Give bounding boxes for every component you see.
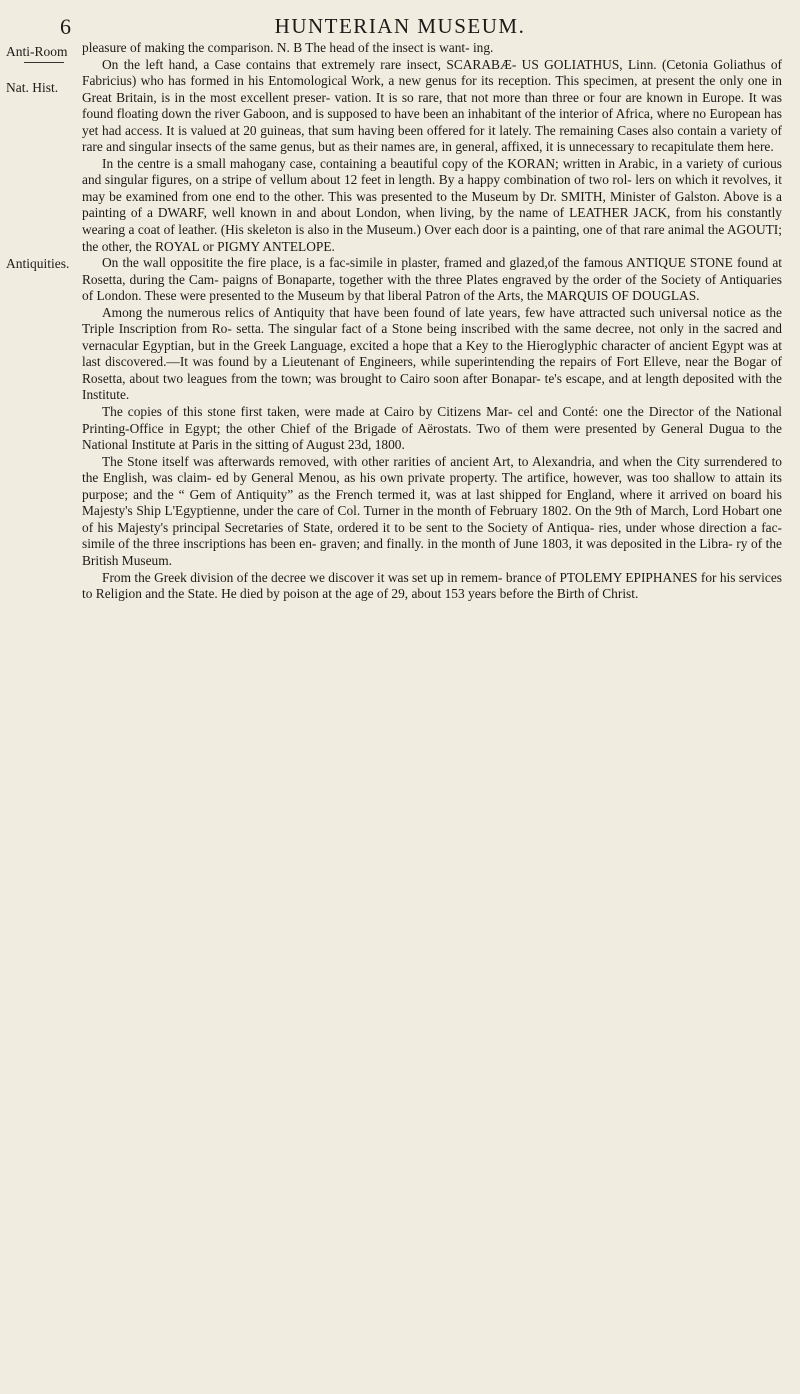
paragraph-koran: In the centre is a small mahogany case, containing a beautiful copy of the KORAN; written in Arabic, in a variety of curious and singular figures, on a stripe of vellum about 12 feet in length. By a happy combination of two rol- lers on which it revolves, it may be examined from one end to the other. This was presented to the Museum by Dr. SMITH, Minister of Galston. Above is a painting of a DWARF, well known in and about London, when living, by the name of LEATHER JACK, from his constantly wearing a coat of leather. (His skeleton is also in the Museum.) Over each door is a painting, one of that rare animal the AGOUTI; the other, the ROYAL or PIGMY ANTELOPE. xyxy=(82,155,782,254)
page-number: 6 xyxy=(60,14,71,39)
margin-note-anti-room: Anti-Room xyxy=(6,44,68,59)
margin-note-nat-hist: Nat. Hist. xyxy=(6,80,59,95)
paragraph-rosetta-facsimile: On the wall oppositite the fire place, is a fac-simile in plaster, framed and glazed,of the famous ANTIQUE STONE found at Rosetta, during the Cam- paigns of Bonaparte, together with the three Plates engraved by the order of the Society of Antiquaries of London. These were presented to the Museum by that liberal Patron of the Arts, the MARQUIS OF DOUGLAS. xyxy=(82,255,782,304)
running-title: HUNTERIAN MUSEUM. xyxy=(274,14,526,38)
paragraph-greek-division: From the Greek division of the decree we discover it was set up in remem- brance of PTOLEMY EPIPHANES for his services to Religion and the State. He died by poison at the age of 29, about 153 years before the Birth of Christ. xyxy=(82,569,782,602)
paragraph-triple-inscription: Among the numerous relics of Antiquity that have been found of late years, few have attracted such universal notice as the Triple Inscription from Ro- setta. The singular fact of a Stone being inscribed with the same decree, not only in the sacred and vernacular Egyptian, but in the Greek Language, excited a hope that a Key to the Hieroglyphic character of ancient Egypt was at last discovered.—It was found by a Lieutenant of Engineers, while superintending the repairs of Fort Elleve, near the Bogar of Rosetta, about two leagues from the town; was brought to Cairo soon after Bonapar- te's escape, and at length deposited with the Institute. xyxy=(82,304,782,403)
paragraph-stone-removed: The Stone itself was afterwards removed, with other rarities of ancient Art, to Alexandria, and when the City surrendered to the English, was claim- ed by General Menou, as his own private property. The artifice, however, was too shallow to attain its purpose; and the “ Gem of Antiquity” as the French termed it, was at last shipped for England, where it arrived on board his Majesty's Ship L'Egyptienne, under the care of Col. Turner in the month of February 1802. On the 9th of March, Lord Hobart one of his Majesty's principal Secretaries of State, ordered it to be sent to the Society of Antiqua- ries, under whose direction a fac-simile of the three inscriptions has been en- graven; and finally. in the month of June 1803, it was deposited in the Libra- ry of the British Museum. xyxy=(82,453,782,568)
paragraph-copies: The copies of this stone first taken, were made at Cairo by Citizens Mar- cel and Conté: one the Director of the National Printing-Office in Egypt; the other Chief of the Brigade of Aërostats. Two of them were presented by General Dugua to the National Institute at Paris in the sitting of August 23d, 1800. xyxy=(82,404,782,453)
page-header xyxy=(0,12,800,42)
margin-note-antiquities: Antiquities. xyxy=(6,256,70,271)
paragraph-goliathus: On the left hand, a Case contains that extremely rare insect, SCARABÆ- US GOLIATHUS, Linn. (Cetonia Goliathus of Fabricius) who has formed in his Entomological Work, a new genus for its reception. This specimen, at present the only one in Great Britain, is in the most excellent preser- vation. It is so rare, that not more than three or four are known in Europe. It was found floating down the river Gaboon, and is supposed to have been an inhabitant of the interior of Africa, where no European has yet had access. It is valued at 20 guineas, that sum having been offered for it lately. The remaining Cases also contain a variety of rare and singular insects of the same genus, but as their names are, in general, affixed, it is unnecessary to recapitulate them here. xyxy=(82,56,782,155)
body-text xyxy=(82,40,782,603)
paragraph-anti-room-note: pleasure of making the comparison. N. B The head of the insect is want- ing. xyxy=(82,40,494,55)
